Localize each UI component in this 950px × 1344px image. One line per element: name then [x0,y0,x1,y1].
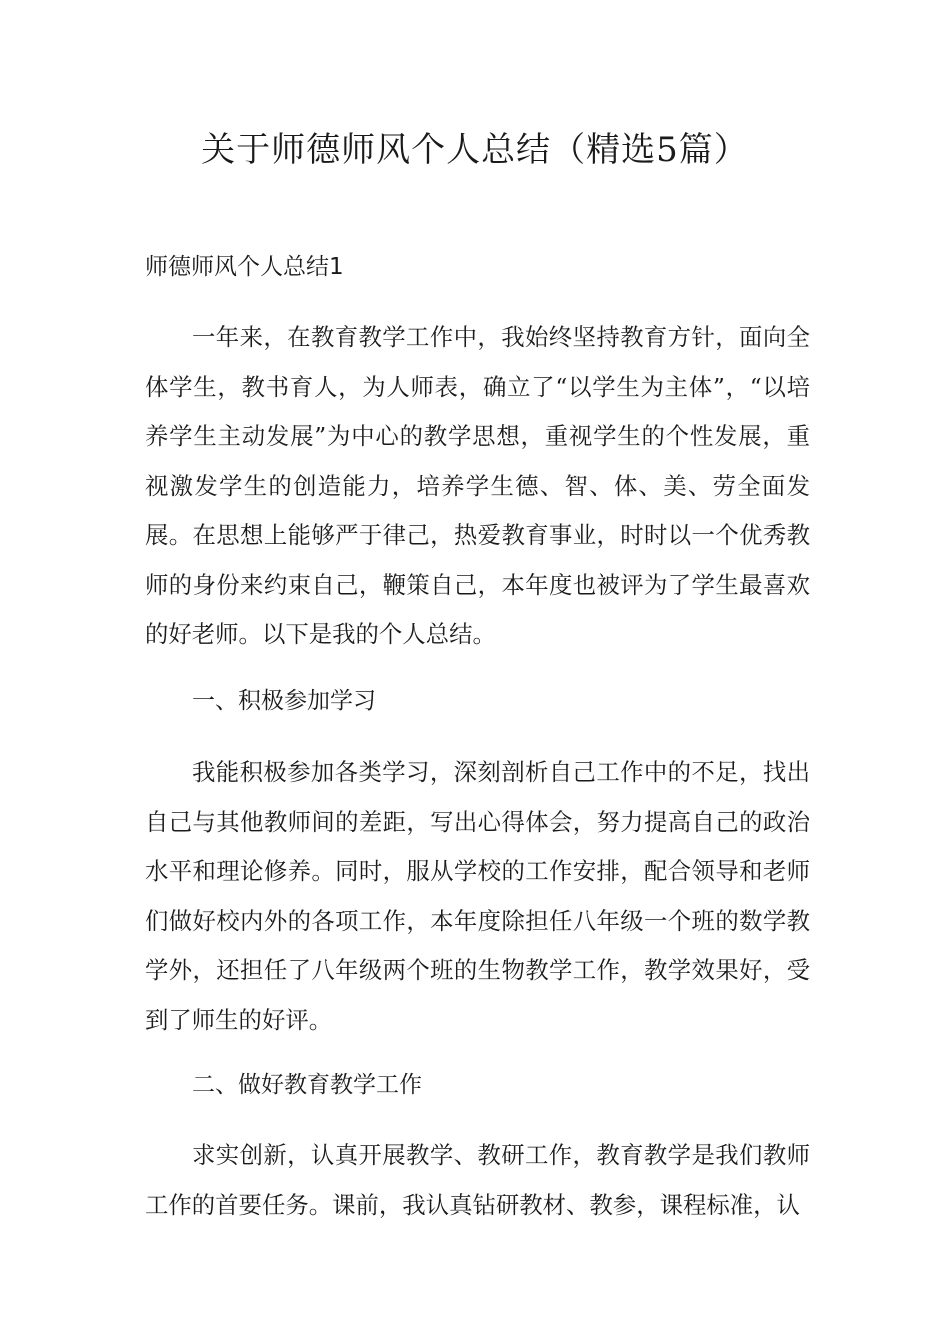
section-heading: 师德师风个人总结1 [145,254,344,280]
paragraph-intro: 一年来，在教育教学工作中，我始终坚持教育方针，面向全体学生，教书育人，为人师表，确立了“以学生为主体”，“以培养学生主动发展”为中心的教学思想，重视学生的个性发展，重视激发学生的创造能力，培养学生德、智、体、美、劳全面发展。在思想上能够严于律己，热爱教育事业，时时以一个优秀教师的身份来约束自己，鞭策自己，本年度也被评为了学生最喜欢的好老师。以下是我的个人总结。 [145,323,810,648]
subheading-teaching: 二、做好教育教学工作 [192,1072,422,1098]
paragraph-teaching: 求实创新，认真开展教学、教研工作，教育教学是我们教师工作的首要任务。课前，我认真钻研教材、教参，课程标准，认 [145,1141,810,1219]
subheading-study: 一、积极参加学习 [192,688,376,714]
document-title: 关于师德师风个人总结（精选5篇） [201,130,749,170]
paragraph-study: 我能积极参加各类学习，深刻剖析自己工作中的不足，找出自己与其他教师间的差距，写出心得体会，努力提高自己的政治水平和理论修养。同时，服从学校的工作安排，配合领导和老师们做好校内外的各项工作，本年度除担任八年级一个班的数学教学外，还担任了八年级两个班的生物教学工作，教学效果好，受到了师生的好评。 [145,758,810,1034]
